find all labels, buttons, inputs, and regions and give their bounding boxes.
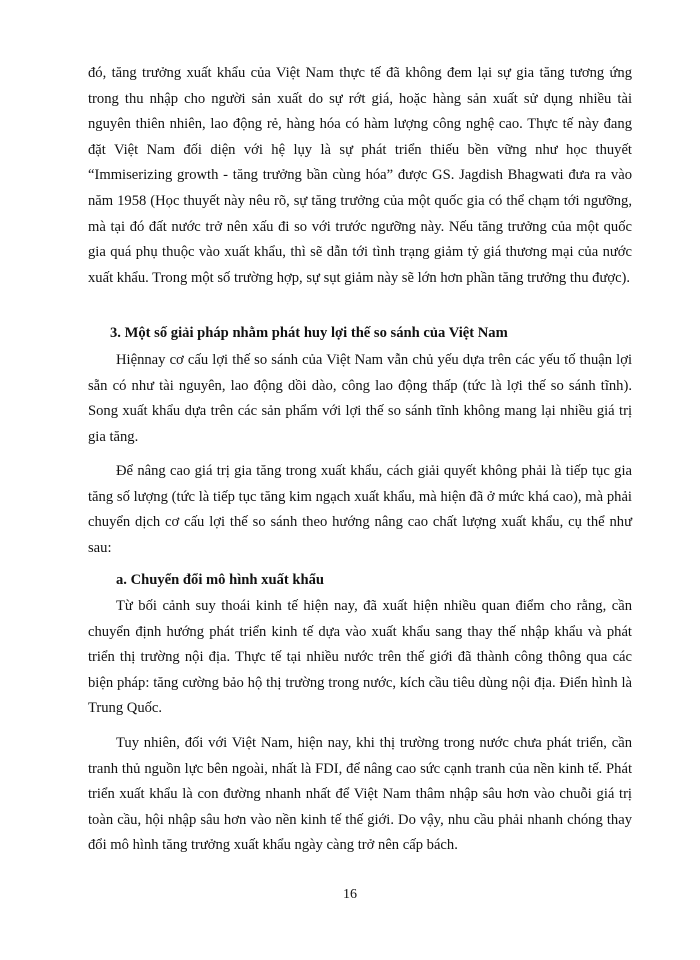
paragraph-economic-context: Từ bối cảnh suy thoái kinh tế hiện nay, đã xuất hiện nhiều quan điểm cho rằng, cần chuyển định hướng phát triển kinh tế dựa vào xuất khẩu sang thay thế nhập khẩu và phát triển thị trường nội địa. Thực tế tại nhiều nước trên thế giới đã thành công thông qua các biện pháp: tăng cường bảo hộ thị trường trong nước, kích cầu tiêu dùng nội địa. Điển hình là Trung Quốc. <box>88 598 632 717</box>
paragraph-fdi-export: Tuy nhiên, đối với Việt Nam, hiện nay, khi thị trường trong nước chưa phát triển, cần tranh thủ nguồn lực bên ngoài, nhất là FDI, để nâng cao sức cạnh tranh của nền kinh tế. Phát triển xuất khẩu là con đường nhanh nhất để Việt Nam thâm nhập sâu hơn vào chuỗi giá trị toàn cầu, hội nhập sâu hơn vào nền kinh tế thế giới. Do vậy, nhu cầu phải nhanh chóng thay đổi mô hình tăng trưởng xuất khẩu ngày càng trở nên cấp bách. <box>88 735 632 854</box>
subsection-heading-a: a. Chuyển đổi mô hình xuất khẩu <box>116 572 325 588</box>
paragraph-comparative-advantage: Hiệnnay cơ cấu lợi thế so sánh của Việt Nam vẫn chủ yếu dựa trên các yếu tố thuận lợi sẵn có như tài nguyên, lao động dồi dào, công lao động thấp (tức là lợi thế so sánh tĩnh). Song xuất khẩu dựa trên các sản phẩm với lợi thế so sánh tĩnh không mang lại nhiều giá trị gia tăng. <box>88 352 632 445</box>
paragraph-immiserizing-growth: đó, tăng trưởng xuất khẩu của Việt Nam thực tế đã không đem lại sự gia tăng tương ứng trong thu nhập cho người sản xuất do sự rớt giá, hoặc hàng sản xuất sử dụng nhiều tài nguyên thiên nhiên, lao động rẻ, hàng hóa có hàm lượng công nghệ cao. Thực tế này đang đặt Việt Nam đối diện với hệ lụy là sự phát triển thiếu bền vững như học thuyết “Immiserizing growth - tăng trưởng bần cùng hóa” được GS. Jagdish Bhagwati đưa ra vào năm 1958 (Học thuyết này nêu rõ, sự tăng trưởng của một quốc gia có thể chạm tới ngưỡng, mà tại đó đất nước trở nên xấu đi so với trước ngưỡng này. Nếu tăng trưởng của một quốc gia quá phụ thuộc vào xuất khẩu, thì sẽ dẫn tới tình trạng giảm tỷ giá thương mại của nước xuất khẩu. Trong một số trường hợp, sự sụt giảm này sẽ lớn hơn phần tăng trưởng thu được). <box>88 65 632 286</box>
paragraph-value-added: Để nâng cao giá trị gia tăng trong xuất khẩu, cách giải quyết không phải là tiếp tục gia tăng số lượng (tức là tiếp tục tăng kim ngạch xuất khẩu, mà hiện đã ở mức khá cao), mà phải chuyển dịch cơ cấu lợi thế so sánh theo hướng nâng cao chất lượng xuất khẩu, cụ thể như sau: <box>88 463 632 556</box>
section-heading-3: 3. Một số giải pháp nhằm phát huy lợi thế so sánh của Việt Nam <box>110 325 508 341</box>
page-number: 16 <box>343 887 357 902</box>
